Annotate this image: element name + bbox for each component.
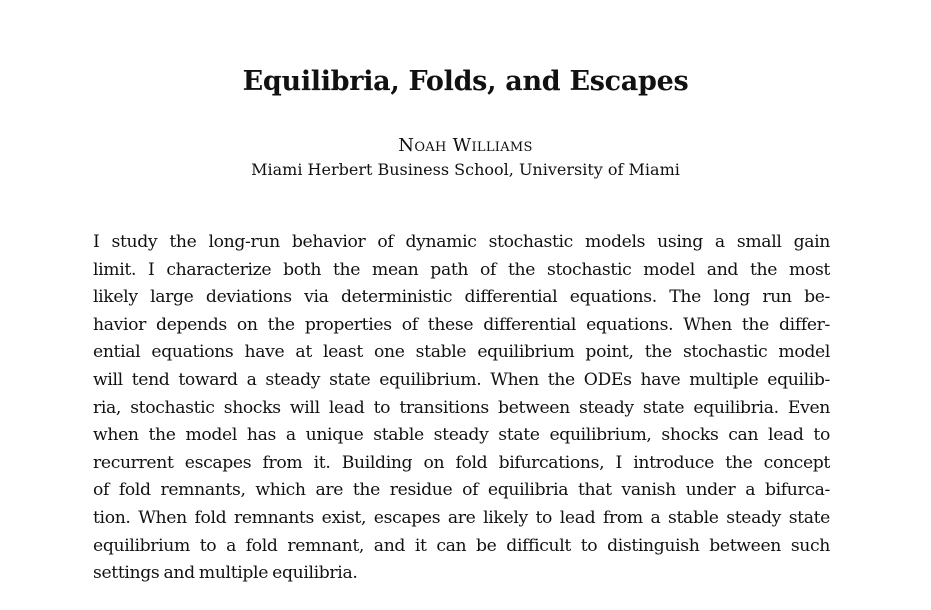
abstract-line: havior depends on the properties of these differential equations. When the differ- [93,314,830,335]
author-name: Noah Williams [398,135,533,156]
abstract-line: when the model has a unique stable steady state equilibrium, shocks can lead to [93,425,830,446]
abstract-line: likely large deviations via deterministic differential equations. The long run be- [93,287,830,308]
abstract-line: equilibrium to a fold remnant, and it can be difficult to distinguish between such [93,535,830,556]
abstract-line: recurrent escapes from it. Building on fold bifurcations, I introduce the concept [93,452,830,473]
abstract-line: ential equations have at least one stable equilibrium point, the stochastic model [93,342,830,363]
abstract-line: tion. When fold remnants exist, escapes are likely to lead from a stable steady state [93,507,830,528]
abstract-line: I study the long-run behavior of dynamic stochastic models using a small gain [93,232,830,252]
abstract [93,229,830,588]
abstract-line: will tend toward a steady state equilibrium. When the ODEs have multiple equilib- [93,369,830,390]
author-affiliation: Miami Herbert Business School, University of Miami [251,160,680,179]
abstract-line: settings and multiple equilibria. [93,563,358,584]
abstract-line: ria, stochastic shocks will lead to transitions between steady state equilibria. Even [93,397,830,418]
paper-title: Equilibria, Folds, and Escapes [242,66,689,97]
abstract-line: limit. I characterize both the mean path of the stochastic model and the most [93,259,830,280]
abstract-line: of fold remnants, which are the residue of equilibria that vanish under a bifurca- [93,480,830,501]
